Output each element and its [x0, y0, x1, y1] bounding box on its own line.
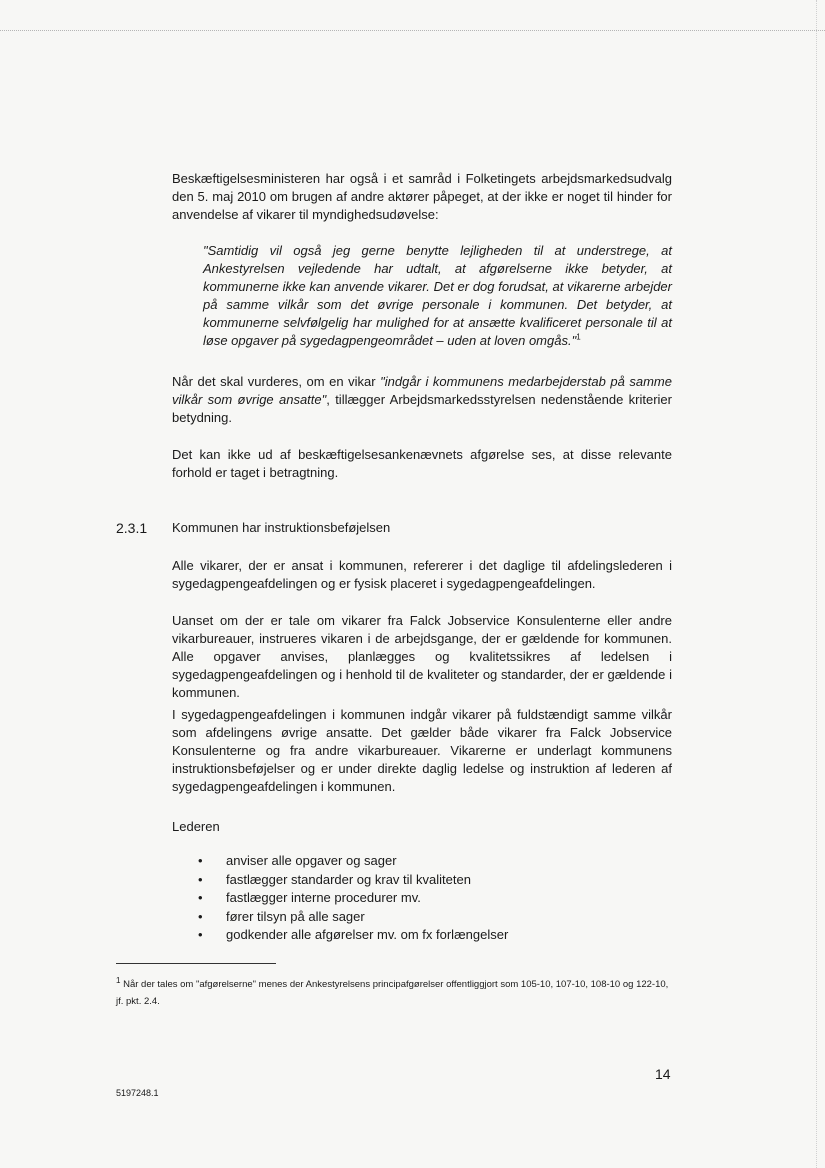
bullet-icon: • [198, 853, 203, 868]
list-item-text: godkender alle afgørelser mv. om fx forlængelser [226, 927, 509, 942]
section-title: Kommunen har instruktionsbeføjelsen [172, 520, 391, 535]
list-item [172, 852, 672, 871]
list-item-text: fastlægger interne procedurer mv. [226, 890, 421, 905]
paragraph-reporting: Alle vikarer, der er ansat i kommunen, refererer i det daglige til afdelingslederen i sygedagpengeafdelingen og er fysisk placeret i sygedagpengeafdelingen. [172, 558, 672, 591]
list-item [172, 908, 672, 927]
top-scan-rule [0, 30, 825, 31]
page-number: 14 [655, 1066, 671, 1082]
paragraph-minister-statement: Beskæftigelsesministeren har også i et samråd i Folketingets arbejdsmarkedsudvalg den 5. maj 2010 om brugen af andre aktører påpeget, at der ikke er noget til hinder for anvendelse af vikarer til myndighedsudøvelse: [172, 171, 672, 222]
bullet-icon: • [198, 927, 203, 942]
list-item [172, 889, 672, 908]
paragraph-criteria-start: Når det skal vurderes, om en vikar [172, 374, 381, 389]
section-number: 2.3.1 [116, 520, 148, 536]
paragraph-instruction: Uanset om der er tale om vikarer fra Falck Jobservice Konsulenterne eller andre vikarbureauer, instrueres vikaren i de arbejdsgange, der er gældende for kommunen. Alle opgaver anvises, planlægges og kvalitetssikres af ledelsen i sygedagpengeafdelingen og i henhold til de kvaliteter og standarder, der er gældende i kommunen. [172, 613, 672, 700]
quote-text: "Samtidig vil også jeg gerne benytte lejligheden til at understrege, at Ankestyrelsen vejledende har udtalt, at afgørelserne ikke betyder, at kommunerne ikke kan anvende vikarer. Det er dog forudsat, at vikarerne arbejder på samme vilkår som det øvrige personale i kommunen. Det betyder, at kommunerne selvfølgelig har mulighed for at ansætte kvalificeret personale til at løse opgaver på sygedagpengeområdet – uden at loven omgås." [203, 243, 672, 348]
bullet-icon: • [198, 871, 203, 887]
paragraph-leader: Lederen [172, 819, 220, 834]
bullet-icon: • [198, 890, 203, 905]
quote-paragraph [203, 242, 672, 350]
footnote-text: Når der tales om "afgørelserne" menes der Ankestyrelsens principafgørelser offentliggjort som 105-10, 107-10, 108-10 og 122-10, jf. pkt. 2.4. [116, 979, 669, 1007]
paragraph-conditions: I sygedagpengeafdelingen i kommunen indgår vikarer på fuldstændigt samme vilkår som afdelingens øvrige ansatte. Det gælder både vikarer fra Falck Jobservice Konsulenterne og fra andre vikarbureauer. Vikarerne er underlagt kommunens instruktionsbeføjelser og er under direkte daglig ledelse og instruktion af lederen af sygedagpengeafdelingen i kommunen. [172, 707, 672, 794]
footnote-reference: 1 [576, 332, 581, 342]
list-item [172, 926, 672, 945]
list-item-text: fører tilsyn på alle sager [226, 908, 365, 924]
footnote-divider [116, 963, 276, 964]
paragraph-criteria-end: , tillægger Arbejdsmarkedsstyrelsen nedenstående kriterier betydning. [172, 392, 672, 425]
bullet-icon: • [198, 908, 203, 924]
leader-duties-list [172, 852, 672, 945]
paragraph-criteria [172, 373, 672, 427]
right-scan-edge [816, 0, 817, 1168]
list-item-text: anviser alle opgaver og sager [226, 853, 397, 868]
list-item-text: fastlægger standarder og krav til kvaliteten [226, 871, 471, 887]
footnote [116, 976, 676, 1010]
footnote-marker: 1 [116, 975, 121, 985]
paragraph-criteria-quote: "indgår i kommunens medarbejderstab på samme vilkår som øvrige ansatte" [172, 374, 672, 407]
paragraph-board-decision: Det kan ikke ud af beskæftigelsesankenævnets afgørelse ses, at disse relevante forhold er taget i betragtning. [172, 447, 672, 480]
list-item [172, 871, 672, 890]
document-id: 5197248.1 [116, 1088, 159, 1098]
